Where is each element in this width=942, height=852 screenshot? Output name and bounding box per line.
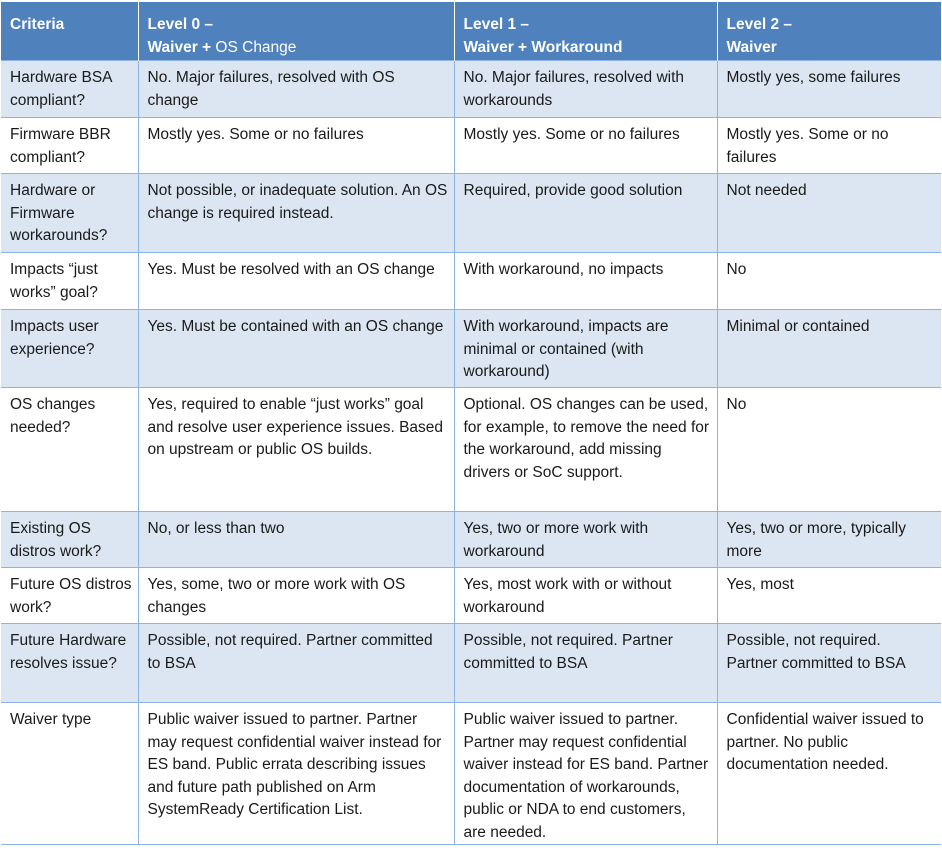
- level-1-cell: No. Major failures, resolved with workarounds: [454, 61, 717, 118]
- criteria-cell: Impacts user experience?: [1, 310, 138, 388]
- criteria-cell: Future Hardware resolves issue?: [1, 624, 138, 703]
- table-row: [1, 624, 941, 703]
- level-2-cell: No: [717, 388, 941, 512]
- header-level-1-title: Level 1 –: [463, 16, 529, 33]
- level-0-cell: No. Major failures, resolved with OS change: [138, 61, 454, 118]
- level-2-cell: No: [717, 253, 941, 310]
- criteria-cell: Firmware BBR compliant?: [1, 118, 138, 174]
- criteria-cell: Hardware BSA compliant?: [1, 61, 138, 118]
- level-1-cell: With workaround, no impacts: [454, 253, 717, 310]
- level-2-cell: Not needed: [717, 174, 941, 253]
- header-level-1: [454, 2, 717, 61]
- level-2-cell: Yes, most: [717, 568, 941, 624]
- criteria-cell: OS changes needed?: [1, 388, 138, 512]
- header-level-0-subtitle: [148, 37, 448, 60]
- header-level-1-subtitle: Waiver + Workaround: [463, 38, 623, 56]
- table-row: [1, 512, 941, 568]
- table-row: [1, 253, 941, 310]
- level-1-cell: Public waiver issued to partner. Partner may request confidential waiver instead for ES band. Partner documentation of workarounds, public or NDA to end customers, are needed.: [454, 703, 717, 845]
- criteria-cell: Existing OS distros work?: [1, 512, 138, 568]
- level-0-cell: Yes, required to enable “just works” goal and resolve user experience issues. Based on upstream or public OS builds.: [138, 388, 454, 512]
- table-row: [1, 703, 941, 845]
- criteria-cell: Waiver type: [1, 703, 138, 845]
- level-1-cell: Yes, two or more work with workaround: [454, 512, 717, 568]
- level-0-cell: Mostly yes. Some or no failures: [138, 118, 454, 174]
- level-2-cell: Possible, not required. Partner committed to BSA: [717, 624, 941, 703]
- level-1-cell: Yes, most work with or without workaround: [454, 568, 717, 624]
- level-1-cell: Possible, not required. Partner committed to BSA: [454, 624, 717, 703]
- header-criteria-label: Criteria: [10, 16, 65, 33]
- table-row: [1, 118, 941, 174]
- header-level-2-subtitle: Waiver: [726, 38, 777, 56]
- level-0-cell: No, or less than two: [138, 512, 454, 568]
- level-0-cell: Yes, some, two or more work with OS changes: [138, 568, 454, 624]
- table-row: [1, 568, 941, 624]
- waiver-levels-table: [1, 2, 941, 845]
- level-1-cell: Mostly yes. Some or no failures: [454, 118, 717, 174]
- level-0-cell: Yes. Must be contained with an OS change: [138, 310, 454, 388]
- level-1-cell: With workaround, impacts are minimal or contained (with workaround): [454, 310, 717, 388]
- header-level-0-title: Level 0 –: [147, 16, 213, 33]
- header-level-2: [717, 2, 941, 61]
- table-body: [1, 61, 941, 845]
- header-criteria: [1, 2, 138, 61]
- header-level-0-subtitle-normal: OS Change: [215, 38, 297, 56]
- criteria-cell: Hardware or Firmware workarounds?: [1, 174, 138, 253]
- level-0-cell: Possible, not required. Partner committed to BSA: [138, 624, 454, 703]
- table-row: [1, 310, 941, 388]
- level-2-cell: Mostly yes. Some or no failures: [717, 118, 941, 174]
- level-1-cell: Optional. OS changes can be used, for example, to remove the need for the workaround, add missing drivers or SoC support.: [454, 388, 717, 512]
- level-0-cell: Public waiver issued to partner. Partner may request confidential waiver instead for ES band. Public errata describing issues and future path published on Arm SystemReady Certification List.: [138, 703, 454, 845]
- level-0-cell: Yes. Must be resolved with an OS change: [138, 253, 454, 310]
- criteria-cell: Impacts “just works” goal?: [1, 253, 138, 310]
- level-0-cell: Not possible, or inadequate solution. An OS change is required instead.: [138, 174, 454, 253]
- level-2-cell: Confidential waiver issued to partner. No public documentation needed.: [717, 703, 941, 845]
- header-level-2-title: Level 2 –: [726, 16, 792, 33]
- level-1-cell: Required, provide good solution: [454, 174, 717, 253]
- header-level-0: [138, 2, 454, 61]
- table-header: [1, 2, 941, 61]
- header-level-0-subtitle-bold: Waiver +: [147, 38, 216, 56]
- level-2-cell: Mostly yes, some failures: [717, 61, 941, 118]
- table-row: [1, 61, 941, 118]
- table-row: [1, 388, 941, 512]
- table-row: [1, 174, 941, 253]
- level-2-cell: Minimal or contained: [717, 310, 941, 388]
- header-row: [1, 2, 941, 61]
- criteria-cell: Future OS distros work?: [1, 568, 138, 624]
- level-2-cell: Yes, two or more, typically more: [717, 512, 941, 568]
